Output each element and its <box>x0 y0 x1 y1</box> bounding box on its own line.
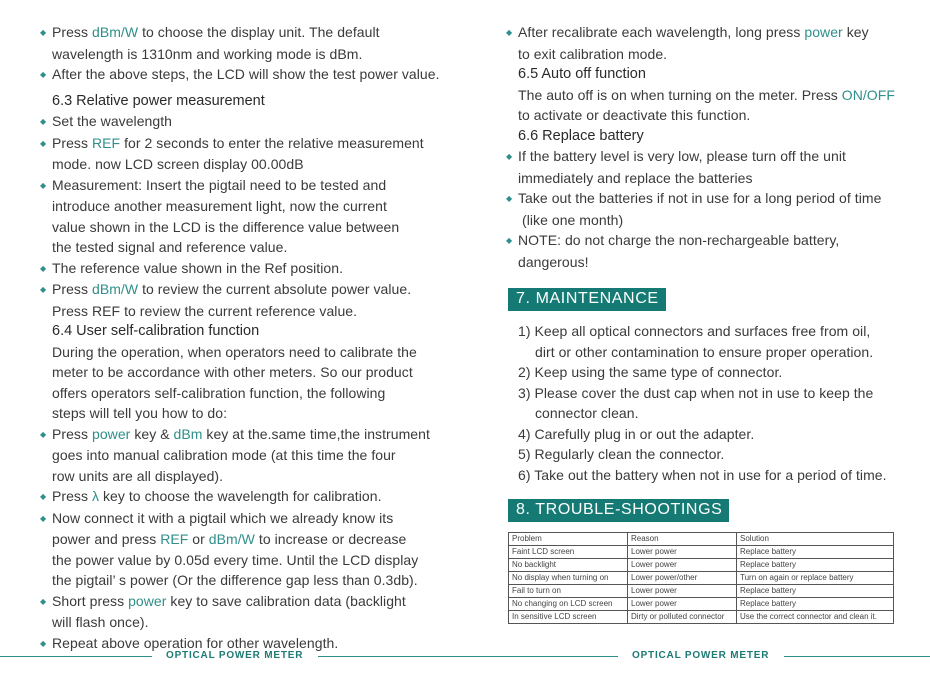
text-line: ◆ Short press power key to save calibration data (backlight <box>40 591 440 613</box>
footer-title-right: OPTICAL POWER METER <box>632 650 770 661</box>
section-band-maintenance: 7. MAINTENANCE <box>508 288 666 311</box>
text-line: immediately and replace the batteries <box>518 169 753 186</box>
table-cell: Lower power <box>628 598 737 611</box>
text-line: The auto off is on when turning on the meter. Press ON/OFF <box>518 86 895 103</box>
section-heading-6-4: 6.4 User self-calibration function <box>52 323 260 339</box>
table-cell: Fail to turn on <box>509 585 628 598</box>
maintenance-header <box>506 286 906 311</box>
key-ref: REF <box>91 134 121 151</box>
text-line: ◆ The reference value shown in the Ref position. <box>40 258 440 280</box>
table-cell: Faint LCD screen <box>509 546 628 559</box>
table-cell: Use the correct connector and clean it. <box>737 611 894 624</box>
list-item: 4) Carefully plug in or out the adapter. <box>518 425 755 442</box>
list-item: 6) Take out the battery when not in use for a period of time. <box>518 466 887 483</box>
diamond-bullet-icon: ◆ <box>40 70 47 79</box>
footer-rule <box>784 656 930 657</box>
diamond-bullet-icon: ◆ <box>40 180 47 190</box>
diamond-bullet-icon: ◆ <box>40 117 47 126</box>
section-heading-6-3: 6.3 Relative power measurement <box>52 92 265 109</box>
text-line: ◆ If the battery level is very low, please turn off the unit <box>506 146 906 168</box>
key-dbmw: dBm/W <box>208 531 255 547</box>
key-lambda: λ <box>91 488 100 504</box>
key-power: power <box>804 24 843 40</box>
trouble-header <box>506 497 906 522</box>
section-heading-6-6: 6.6 Replace battery <box>518 127 644 144</box>
section-heading-6-5: 6.5 Auto off function <box>518 66 646 82</box>
text-line: ◆ Now connect it with a pigtail which we already know its <box>40 508 440 530</box>
list-item: 2) Keep using the same type of connector. <box>518 364 783 380</box>
text-line: power and press REF or dBm/W to increase or decrease <box>52 531 407 547</box>
table-cell: Lower power <box>628 546 737 559</box>
text-line: ◆ Press power key & dBm key at the.same time,the instrument <box>40 424 440 446</box>
text-line: wavelength is 1310nm and working mode is dBm. <box>52 45 363 62</box>
diamond-bullet-icon: ◆ <box>40 138 47 148</box>
text-line: ◆ After the above steps, the LCD will show the test power value. <box>40 64 440 86</box>
diamond-bullet-icon: ◆ <box>40 638 47 648</box>
text-line: row units are all displayed). <box>52 467 224 484</box>
key-power: power <box>128 592 167 609</box>
right-column <box>506 22 906 624</box>
text-line: ◆ Press dBm/W to review the current absolute power value. <box>40 279 440 301</box>
table-header-row <box>509 533 894 546</box>
key-dbm: dBm <box>173 425 203 442</box>
list-item: 5) Regularly clean the connector. <box>518 446 725 462</box>
table-cell: No changing on LCD screen <box>509 598 628 611</box>
diamond-bullet-icon: ◆ <box>506 28 513 37</box>
text-line: the pigtail’ s power (Or the difference gap less than 0.3db). <box>52 572 418 588</box>
diamond-bullet-icon: ◆ <box>40 263 47 273</box>
table-row <box>509 572 894 585</box>
table-cell: Lower power <box>628 585 737 598</box>
text-line: During the operation, when operators need to calibrate the <box>52 343 417 360</box>
text-line: to exit calibration mode. <box>518 45 668 62</box>
key-ref: REF <box>160 531 189 547</box>
text-line: the power value by 0.05d every time. Until the LCD display <box>52 551 419 568</box>
table-row <box>509 546 894 559</box>
maintenance-list <box>506 321 906 485</box>
list-item: dirt or other contamination to ensure proper operation. <box>535 343 874 360</box>
diamond-bullet-icon: ◆ <box>506 152 513 161</box>
list-item: connector clean. <box>535 405 639 421</box>
table-header-cell: Reason <box>628 533 737 546</box>
text-line: will flash once). <box>52 614 149 630</box>
diamond-bullet-icon: ◆ <box>40 28 47 37</box>
text-line: Press REF to review the current reference value. <box>52 302 358 319</box>
text-line: the tested signal and reference value. <box>52 239 288 255</box>
list-item: 1) Keep all optical connectors and surfaces free from oil, <box>518 323 871 339</box>
table-row <box>509 559 894 572</box>
text-line: goes into manual calibration mode (at this time the four <box>52 447 396 463</box>
table-cell: Lower power <box>628 559 737 572</box>
table-cell: Replace battery <box>737 559 894 572</box>
diamond-bullet-icon: ◆ <box>506 194 513 203</box>
table-header-cell: Solution <box>737 533 894 546</box>
text-line: ◆ Press dBm/W to choose the display unit. The default <box>40 22 440 44</box>
table-cell: Dirty or polluted connector <box>628 611 737 624</box>
text-line: to activate or deactivate this function. <box>518 107 751 123</box>
table-cell: Lower power/other <box>628 572 737 585</box>
text-line: ◆ Measurement: Insert the pigtail need to be tested and <box>40 175 440 197</box>
table-row <box>509 611 894 624</box>
text-line: offers operators self-calibration function, the following <box>52 384 386 401</box>
text-line: value shown in the LCD is the difference value between <box>52 218 400 235</box>
table-cell: Replace battery <box>737 598 894 611</box>
key-dbmw: dBm/W <box>91 281 139 297</box>
text-line: (like one month) <box>522 211 624 228</box>
key-on-off: ON/OFF <box>841 86 895 103</box>
text-line: ◆ Set the wavelength <box>40 111 440 133</box>
text-line: ◆ Press REF for 2 seconds to enter the relative measurement <box>40 133 440 155</box>
diamond-bullet-icon: ◆ <box>40 285 47 294</box>
trouble-table <box>508 532 894 624</box>
diamond-bullet-icon: ◆ <box>506 236 513 245</box>
table-header-cell: Problem <box>509 533 628 546</box>
text-line: introduce another measurement light, now the current <box>52 198 387 214</box>
left-column <box>40 22 440 654</box>
footer-title-left: OPTICAL POWER METER <box>166 650 304 661</box>
text-line: dangerous! <box>518 253 589 270</box>
table-row <box>509 585 894 598</box>
table-cell: No display when turning on <box>509 572 628 585</box>
text-line: ◆ After recalibrate each wavelength, long press power key <box>506 22 906 44</box>
text-line: ◆ NOTE: do not charge the non-rechargeable battery, <box>506 230 906 252</box>
text-line: ◆ Press λ key to choose the wavelength for calibration. <box>40 486 440 508</box>
text-line: steps will tell you how to do: <box>52 405 228 421</box>
diamond-bullet-icon: ◆ <box>40 513 47 523</box>
diamond-bullet-icon: ◆ <box>40 596 47 606</box>
key-power: power <box>91 425 131 442</box>
table-cell: Replace battery <box>737 546 894 559</box>
table-cell: No backlight <box>509 559 628 572</box>
diamond-bullet-icon: ◆ <box>40 429 47 439</box>
footer-rule <box>0 656 152 657</box>
section-band-trouble-shootings: 8. TROUBLE-SHOOTINGS <box>508 499 729 522</box>
text-line: ◆ Take out the batteries if not in use for a long period of time <box>506 188 906 210</box>
footer-rule <box>318 656 618 657</box>
table-cell: Replace battery <box>737 585 894 598</box>
table-row <box>509 598 894 611</box>
text-line: ◆ Repeat above operation for other wavelength. <box>40 633 440 655</box>
table-cell: In sensitive LCD screen <box>509 611 628 624</box>
key-dbmw: dBm/W <box>91 24 139 40</box>
table-cell: Turn on again or replace battery <box>737 572 894 585</box>
text-line: meter to be accordance with other meters. So our product <box>52 364 413 380</box>
diamond-bullet-icon: ◆ <box>40 492 47 501</box>
list-item: 3) Please cover the dust cap when not in use to keep the <box>518 384 874 401</box>
text-line: mode. now LCD screen display 00.00dB <box>52 156 304 172</box>
